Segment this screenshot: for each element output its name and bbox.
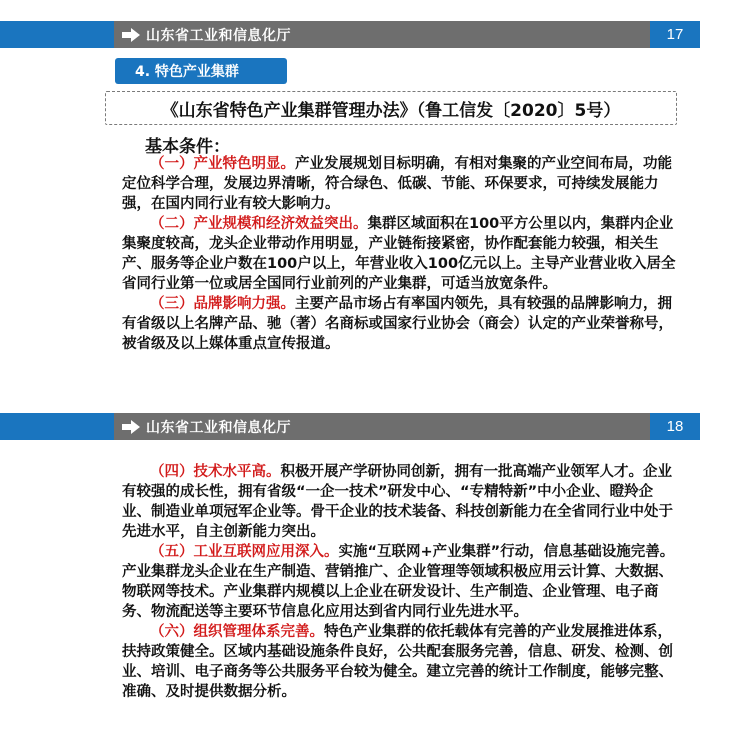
paragraph: [122, 622, 682, 702]
subtitle: 基本条件：: [145, 137, 230, 157]
paragraph-text: 实施“互联网+产业集群”行动，信息基础设施完善。产业集群龙头企业在生产制造、营销推广、企业管理等领域积极应用云计算、大数据、物联网等技术。产业集群内规模以上企业在研发设计、生产制造、企业管理、电子商务、物流配送等主要环节信息化应用达到省内同行业先进水平。: [122, 544, 675, 620]
page-number: 17: [650, 21, 700, 48]
header-gray-band: [114, 21, 700, 48]
paragraph-heading: （三）品牌影响力强。: [150, 296, 295, 312]
paragraph: [122, 462, 682, 542]
slide1-body: [122, 154, 682, 354]
paragraph-text: 特色产业集群的依托载体有完善的产业发展推进体系，扶持政策健全。区域内基础设施条件良好，公共配套服务完善，信息、研发、检测、创业、培训、电子商务等公共服务平台较为健全。建立完善的统计工作制度，能够完整、准确、及时提供数据分析。: [122, 624, 673, 700]
slide2-body: [122, 462, 682, 702]
arrow-right-icon: [122, 420, 140, 434]
slide2-header: [0, 413, 700, 440]
section-tag: 4. 特色产业集群: [115, 58, 287, 84]
header-gray-band: [114, 413, 700, 440]
paragraph-text: 积极开展产学研协同创新，拥有一批高端产业领军人才。企业有较强的成长性，拥有省级“一企一技术”研发中心、“专精特新”中小企业、瞪羚企业、制造业单项冠军企业等。骨干企业的技术装备、科技创新能力在全省同行业中处于先进水平，自主创新能力突出。: [122, 464, 673, 540]
header-blue-block: [0, 21, 114, 48]
paragraph-heading: （四）技术水平高。: [150, 464, 281, 480]
paragraph-heading: （二）产业规模和经济效益突出。: [150, 216, 368, 232]
paragraph-heading: （六）组织管理体系完善。: [150, 624, 324, 640]
paragraph: [122, 542, 682, 622]
paragraph-text: 产业发展规划目标明确，有相对集聚的产业空间布局，功能定位科学合理，发展边界清晰，符合绿色、低碳、节能、环保要求，可持续发展能力强，在国内同行业有较大影响力。: [122, 156, 672, 212]
slide1-header: [0, 21, 700, 48]
arrow-right-icon: [122, 28, 140, 42]
header-blue-block: [0, 413, 114, 440]
document-title: 《山东省特色产业集群管理办法》（鲁工信发〔2020〕5号）: [105, 91, 677, 125]
header-title: 山东省工业和信息化厅: [146, 419, 291, 436]
paragraph: [122, 294, 682, 354]
paragraph-heading: （五）工业互联网应用深入。: [150, 544, 339, 560]
header-title: 山东省工业和信息化厅: [146, 27, 291, 44]
paragraph: [122, 214, 682, 294]
paragraph-text: 主要产品市场占有率国内领先，具有较强的品牌影响力，拥有省级以上名牌产品、驰（著）名商标或国家行业协会（商会）认定的产业荣誉称号，被省级及以上媒体重点宣传报道。: [122, 296, 673, 352]
paragraph-heading: （一）产业特色明显。: [150, 156, 295, 172]
paragraph: [122, 154, 682, 214]
paragraph-text: 集群区域面积在100平方公里以内，集群内企业集聚度较高，龙头企业带动作用明显，产业链衔接紧密，协作配套能力较强，相关生产、服务等企业户数在100户以上，年营业收入100亿元以上。主导产业营业收入居全省同行业第一位或居全国同行业前列的产业集群，可适当放宽条件。: [122, 216, 676, 292]
page-number: 18: [650, 413, 700, 440]
